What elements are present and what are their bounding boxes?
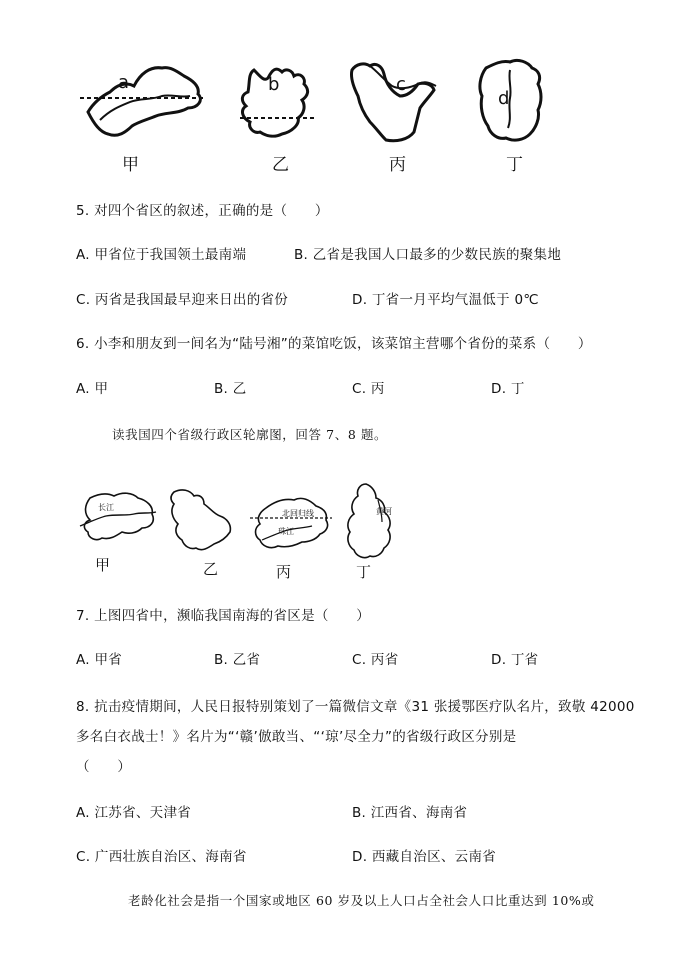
map-label-a: a xyxy=(118,72,130,93)
map-label-b: b xyxy=(268,74,280,95)
q7-stem: 7. 上图四省中，濒临我国南海的省区是（ ） xyxy=(76,608,371,624)
q5-option-b[interactable]: B. 乙省是我国人口最多的少数民族的聚集地 xyxy=(294,247,562,263)
q7-option-b[interactable]: B. 乙省 xyxy=(214,652,261,668)
map-caption-yi-top: 乙 xyxy=(272,155,289,175)
q5-option-c[interactable]: C. 丙省是我国最早迎来日出的省份 xyxy=(76,292,289,308)
q5-option-a[interactable]: A. 甲省位于我国领土最南端 xyxy=(76,247,247,263)
map-label-changjiang: 长江 xyxy=(98,503,114,512)
intro-7-8: 读我国四个省级行政区轮廓图，回答 7、8 题。 xyxy=(112,427,388,442)
q6-stem: 6. 小李和朋友到一间名为“陆号湘”的菜馆吃饭，该菜馆主营哪个省份的菜系（ ） xyxy=(76,336,592,352)
map-caption-yi-mid: 乙 xyxy=(203,560,219,578)
map-yi-mid xyxy=(164,486,238,558)
q6-option-a[interactable]: A. 甲 xyxy=(76,381,109,397)
q8-option-b[interactable]: B. 江西省、海南省 xyxy=(352,805,468,821)
map-caption-ding-mid: 丁 xyxy=(356,563,372,581)
map-caption-jia-mid: 甲 xyxy=(95,556,111,574)
q7-option-d[interactable]: D. 丁省 xyxy=(491,652,539,668)
map-caption-ding-top: 丁 xyxy=(506,155,523,175)
map-caption-jia-top: 甲 xyxy=(122,155,139,175)
q6-option-b[interactable]: B. 乙 xyxy=(214,381,247,397)
q7-option-c[interactable]: C. 丙省 xyxy=(352,652,399,668)
q8-option-d[interactable]: D. 西藏自治区、云南省 xyxy=(352,849,497,865)
map-label-huang-he: 黄河 xyxy=(376,507,392,516)
map-label-d: d xyxy=(498,88,510,109)
map-label-zhu-jiang: 珠江 xyxy=(278,527,294,536)
q8-option-a[interactable]: A. 江苏省、天津省 xyxy=(76,805,192,821)
footer-text: 老龄化社会是指一个国家或地区 60 岁及以上人口占全社会人口比重达到 10%或 xyxy=(128,893,595,908)
q8-stem-line-3: （ ） xyxy=(76,759,132,775)
map-ding-mid xyxy=(342,480,396,564)
map-jia-top xyxy=(80,62,208,144)
q8-stem-line-1: 8. 抗击疫情期间，人民日报特别策划了一篇微信文章《31 张援鄂医疗队名片，致敬 42000 xyxy=(76,699,635,715)
map-jia-mid xyxy=(76,488,160,550)
map-caption-bing-top: 丙 xyxy=(389,155,406,175)
q6-option-d[interactable]: D. 丁 xyxy=(491,381,525,397)
q8-option-c[interactable]: C. 广西壮族自治区、海南省 xyxy=(76,849,247,865)
q5-option-d[interactable]: D. 丁省一月平均气温低于 0℃ xyxy=(352,292,539,308)
q6-option-c[interactable]: C. 丙 xyxy=(352,381,385,397)
map-bing-top xyxy=(344,56,440,146)
q7-option-a[interactable]: A. 甲省 xyxy=(76,652,123,668)
map-label-c: c xyxy=(396,74,406,95)
q5-stem: 5. 对四个省区的叙述，正确的是（ ） xyxy=(76,203,329,219)
map-ding-top xyxy=(472,54,548,146)
map-caption-bing-mid: 丙 xyxy=(276,563,292,581)
q8-stem-line-2: 多名白衣战士！》名片为“‘赣’倣敢当、“‘琼’尽全力”的省级行政区分别是 xyxy=(76,729,517,745)
map-bing-mid xyxy=(248,494,334,558)
map-yi-top xyxy=(234,62,318,144)
map-label-bei-hui-gui-xian: 北回归线 xyxy=(282,509,314,518)
